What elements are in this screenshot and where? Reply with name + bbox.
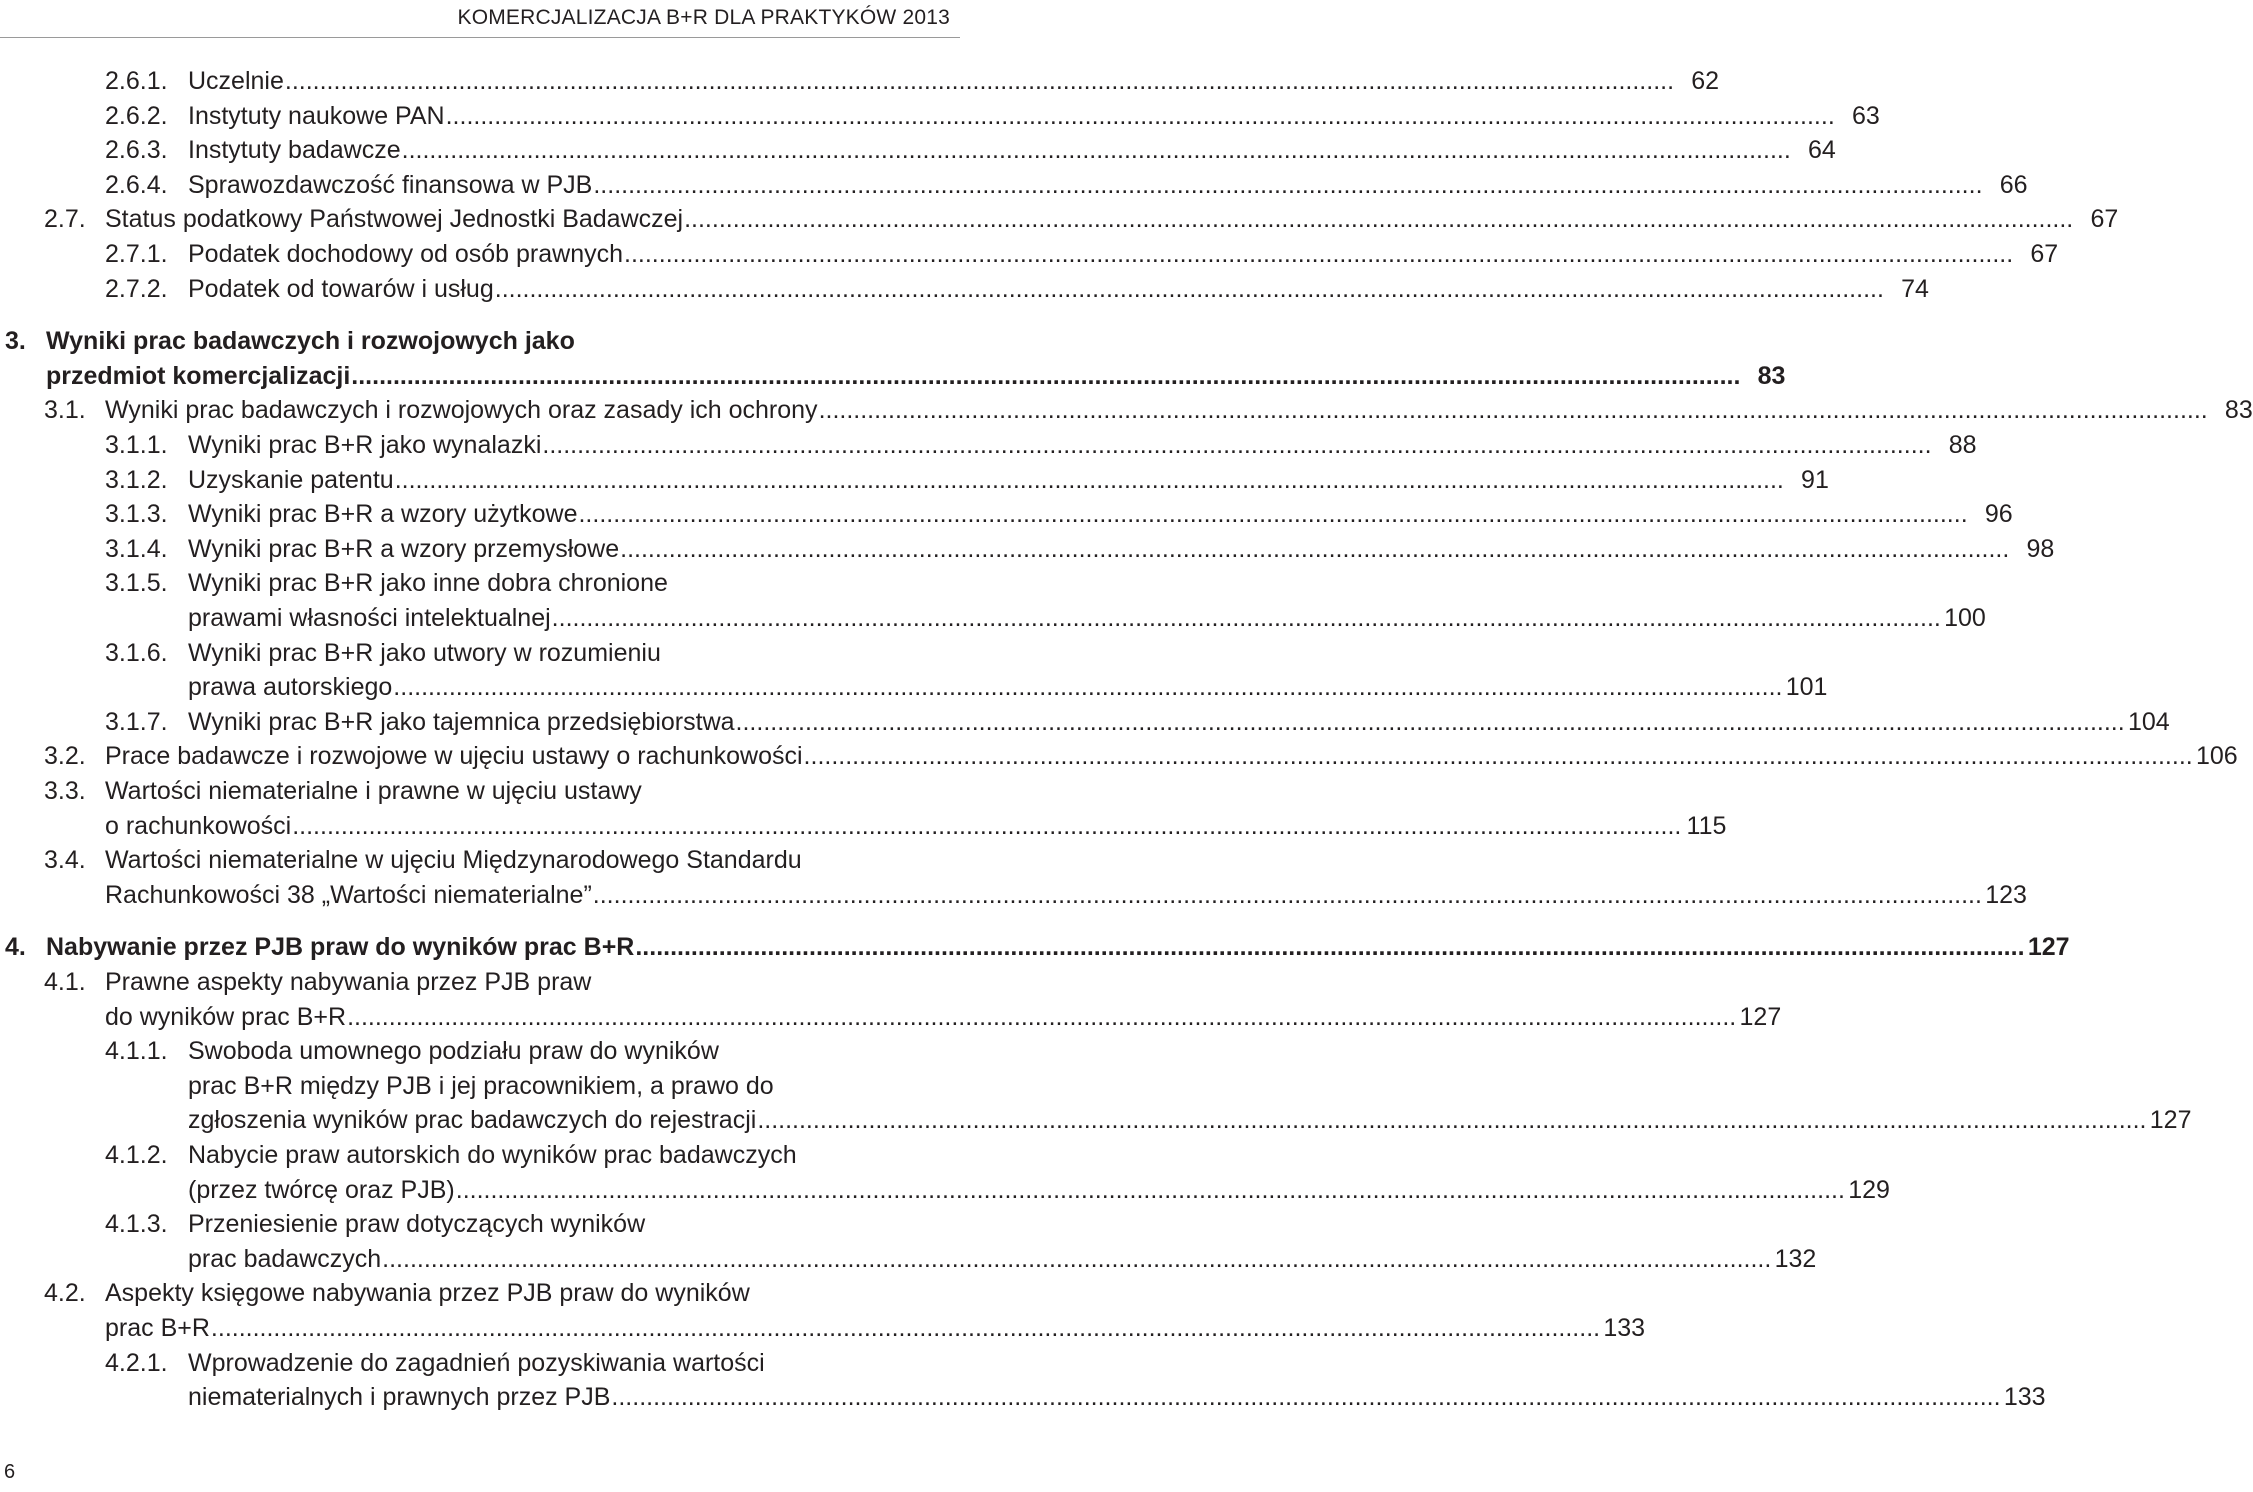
toc-entry-number: 4.1.1. [105,1037,168,1066]
toc-entry-title: Wyniki prac badawczych i rozwojowych oraz zasady ich ochrony [105,396,818,425]
toc-entry-title-row [105,878,2027,912]
toc-entry-number: 2.6.1. [105,67,168,95]
toc-entry-line [0,168,2028,202]
toc-entry-title: Rachunkowości 38 „Wartości niematerialne” [105,880,592,909]
toc-entry-title: prawa autorskiego [188,673,393,702]
toc-entry-page: 127 [1739,1002,1782,1031]
toc-entry-title: Wyniki prac B+R a wzory przemysłowe [188,534,620,563]
toc-entry-title: Wyniki prac B+R a wzory użytkowe [188,500,578,529]
toc-entry-line [0,1207,960,1241]
toc-entry-line [0,930,2070,964]
leader-dots: ........................................................................................................................................................................................................ [445,101,1835,130]
toc-entry-title: Wyniki prac badawczych i rozwojowych jako [46,327,575,356]
toc-entry-number: 2.7. [44,205,86,234]
toc-entry-line [0,237,2059,271]
toc-entry-title-row [188,497,2013,531]
toc-entry-number: 3.1.3. [105,500,168,529]
leader-dots: ........................................................................................................................................................................................................ [592,880,1982,909]
leader-dots: ........................................................................................................................................................................................................ [382,1244,1772,1273]
toc-entry-line [0,1103,2192,1137]
toc-entry-title: Wyniki prac B+R jako inne dobra chronione [188,569,668,598]
page-number: 6 [4,1461,16,1483]
toc-entry-title-row [188,272,1929,306]
toc-entry-page: 67 [2030,240,2059,268]
toc-entry-title: Wyniki prac B+R jako tajemnica przedsiębiorstwa [188,707,735,736]
toc-entry-title: Aspekty księgowe nabywania przez PJB praw do wyników [105,1279,750,1308]
toc-entry-line [0,809,1727,843]
toc-entry-title: Przeniesienie praw dotyczących wyników [188,1210,646,1239]
leader-dots: ........................................................................................................................................................................................................ [803,742,2193,771]
toc-entry-title-row [188,1103,2192,1137]
toc-entry-page: 123 [1985,880,2027,909]
toc-entry-page: 115 [1686,811,1727,840]
toc-entry-title: Wartości niematerialne i prawne w ujęciu ustawy [105,777,642,805]
toc-entry-title-row [105,393,2253,427]
leader-dots: ........................................................................................................................................................................................................ [394,465,1784,494]
leader-dots: ........................................................................................................................................................................................................ [551,604,1941,632]
toc-entry-number: 3.2. [44,742,86,771]
toc-entry-title: Wartości niematerialne w ujęciu Międzynarodowego Standardu [105,846,802,875]
toc-entry-title: Wprowadzenie do zagadnień pozyskiwania wartości [188,1348,765,1377]
toc-entry-title-row [188,1380,2046,1414]
toc-entry-page: 91 [1801,465,1829,494]
toc-entry-page: 129 [1848,1175,1890,1204]
toc-entry-page: 62 [1691,67,1720,95]
toc-entry-number: 2.6.2. [105,101,168,130]
toc-entry-title: Uczelnie [188,67,284,95]
toc-entry-number: 3.1.6. [105,638,168,667]
toc-entry-line [0,1138,960,1172]
toc-entry-title: Nabywanie przez PJB praw do wyników prac B+R [46,933,635,962]
toc-entry-line [0,1173,1890,1207]
toc-entry-title: Podatek dochodowy od osób prawnych [188,240,624,268]
header-divider [0,37,960,38]
leader-dots: ........................................................................................................................................................................................................ [684,205,2074,234]
toc-entry-title-row [188,168,2028,202]
toc-entry-page: 74 [1901,274,1929,303]
toc-entry-line [0,1380,2046,1414]
toc-entry-title-row [105,1311,1646,1345]
toc-entry-title-row [188,463,1829,497]
leader-dots: ........................................................................................................................................................................................................ [393,673,1783,702]
leader-dots: ........................................................................................................................................................................................................ [611,1383,2001,1412]
toc-entry-page: 100 [1944,604,1986,632]
leader-dots: ........................................................................................................................................................................................................ [735,707,2125,736]
toc-entry-page: 98 [2026,534,2055,563]
toc-entry-line [0,965,960,999]
toc-entry-page: 96 [1984,500,2013,529]
toc-entry-title: Prace badawcze i rozwojowe w ujęciu ustawy o rachunkowości [105,742,803,771]
toc-entry-title-row [188,1173,1890,1207]
leader-dots: ........................................................................................................................................................................................................ [635,933,2025,962]
toc-entry-line [0,99,1880,133]
leader-dots: ........................................................................................................................................................................................................ [624,240,2014,268]
toc-entry-title: Prawne aspekty nabywania przez PJB praw [105,968,592,996]
toc-entry-line [0,636,960,670]
toc-entry-page: 101 [1785,673,1828,702]
toc-entry-page: 106 [2196,742,2238,771]
toc-entry-title: niematerialnych i prawnych przez PJB [188,1383,611,1412]
toc-entry-page: 127 [2149,1106,2192,1135]
toc-entry-page: 133 [1603,1314,1646,1342]
toc-entry-number: 3.1.1. [105,431,168,459]
toc-entry-page: 64 [1807,136,1836,165]
leader-dots: ........................................................................................................................................................................................................ [620,534,2010,563]
toc-entry-line [0,705,2170,739]
toc-entry-line [0,601,1986,635]
toc-entry-number: 3.3. [44,777,86,805]
toc-entry-title-row [188,532,2055,566]
toc-entry-title: Instytuty badawcze [188,136,401,165]
toc-entry-title-row [105,739,2238,773]
leader-dots: ........................................................................................................................................................................................................ [455,1175,1845,1204]
toc-entry-number: 3.1.5. [105,569,168,598]
toc-entry-title: prawami własności intelektualnej [188,604,551,632]
toc-entry-number: 2.6.4. [105,170,168,199]
toc-entry-number: 2.7.2. [105,274,168,303]
toc-entry-page: 133 [2003,1383,2046,1412]
toc-entry-number: 3.1. [44,396,86,425]
toc-entry-title: Wyniki prac B+R jako wynalazki [188,431,542,459]
toc-entry-title: Status podatkowy Państwowej Jednostki Badawczej [105,205,684,234]
leader-dots: ........................................................................................................................................................................................................ [593,170,1983,199]
toc-entry-line [0,133,1836,167]
toc-entry-page: 127 [2027,933,2070,962]
toc-entry-title: zgłoszenia wyników prac badawczych do rejestracji [188,1106,757,1135]
toc-entry-title: (przez twórcę oraz PJB) [188,1175,455,1204]
toc-entry-number: 2.6.3. [105,136,168,165]
toc-entry-line [0,393,2253,427]
toc-entry-line [0,428,1977,462]
toc-entry-page: 132 [1774,1244,1817,1273]
leader-dots: ........................................................................................................................................................................................................ [210,1314,1601,1342]
toc-entry-line [0,843,960,877]
toc-entry-number: 4.1.3. [105,1210,168,1239]
toc-entry-page: 88 [1948,431,1977,459]
toc-entry-number: 4.2. [44,1279,86,1308]
toc-entry-number: 2.7.1. [105,240,168,268]
toc-entry-title: Sprawozdawczość finansowa w PJB [188,170,593,199]
toc-entry-title: Nabycie praw autorskich do wyników prac badawczych [188,1141,797,1169]
toc-entry-title: Wyniki prac B+R jako utwory w rozumieniu [188,638,661,667]
toc-entry-title: przedmiot komercjalizacji [46,361,351,390]
toc-entry-page: 67 [2090,205,2119,234]
running-header: KOMERCJALIZACJA B+R DLA PRAKTYKÓW 2013 [457,6,950,29]
toc-entry-line [0,532,2055,566]
toc-entry-line [0,324,960,358]
toc-entry-title-row [188,601,1986,635]
toc-entry-line [0,670,1828,704]
leader-dots: ........................................................................................................................................................................................................ [578,500,1968,529]
toc-entry-title: Uzyskanie patentu [188,465,394,494]
toc-entry-number: 3.1.7. [105,707,168,736]
leader-dots: ........................................................................................................................................................................................................ [292,811,1682,840]
toc-entry-title-row [188,99,1880,133]
toc-entry-line [0,64,1720,98]
toc-entry-number: 4. [5,933,26,962]
toc-entry-line [0,774,960,808]
toc-entry-number: 3.1.2. [105,465,168,494]
toc-entry-line [0,878,2027,912]
toc-entry-line [0,566,960,600]
toc-entry-title-row [105,1000,1782,1034]
toc-entry-line [0,359,1786,393]
toc-entry-title: Swoboda umownego podziału praw do wyników [188,1037,719,1066]
toc-entry-number: 4.1.2. [105,1141,168,1169]
toc-entry-line [0,1000,1782,1034]
toc-entry-title-row [46,930,2070,964]
toc-entry-title-row [188,64,1720,98]
toc-entry-title: prac B+R między PJB i jej pracownikiem, a prawo do [188,1071,774,1100]
toc-entry-number: 4.2.1. [105,1348,168,1377]
toc-entry-title-row [188,428,1977,462]
toc-entry-line [0,272,1929,306]
toc-entry-line [0,463,1829,497]
toc-entry-title-row [188,237,2059,271]
toc-entry-line [0,1346,960,1380]
toc-entry-title-row [105,202,2119,236]
toc-entry-title: prac badawczych [188,1244,382,1273]
toc-entry-line [0,497,2013,531]
leader-dots: ........................................................................................................................................................................................................ [351,361,1741,390]
leader-dots: ........................................................................................................................................................................................................ [542,431,1932,459]
toc-entry-title-row [188,133,1836,167]
toc-entry-title: prac B+R [105,1314,210,1342]
toc-entry-page: 63 [1851,101,1880,130]
toc-entry-line [0,1311,1646,1345]
toc-entry-line [0,1276,960,1310]
toc-entry-number: 3.1.4. [105,534,168,563]
toc-entry-line [0,1242,1817,1276]
leader-dots: ........................................................................................................................................................................................................ [347,1002,1737,1031]
toc-entry-title: do wyników prac B+R [105,1002,347,1031]
toc-entry-line [0,739,2238,773]
toc-entry-page: 83 [2224,396,2253,425]
leader-dots: ........................................................................................................................................................................................................ [284,67,1675,95]
toc-entry-page: 83 [1757,361,1786,390]
leader-dots: ........................................................................................................................................................................................................ [757,1106,2147,1135]
toc-entry-line [0,202,2119,236]
toc-entry-title-row [188,670,1828,704]
toc-entry-title-row [46,359,1786,393]
toc-entry-page: 66 [1999,170,2028,199]
toc-entry-number: 3. [5,327,26,356]
toc-entry-title-row [188,1242,1817,1276]
leader-dots: ........................................................................................................................................................................................................ [401,136,1791,165]
leader-dots: ........................................................................................................................................................................................................ [818,396,2208,425]
toc-entry-title: Instytuty naukowe PAN [188,101,445,130]
toc-entry-line [0,1069,960,1103]
toc-entry-title: Podatek od towarów i usług [188,274,494,303]
toc-entry-line [0,1034,960,1068]
toc-entry-number: 3.4. [44,846,86,875]
toc-entry-title-row [188,705,2170,739]
toc-entry-page: 104 [2127,707,2170,736]
leader-dots: ........................................................................................................................................................................................................ [494,274,1884,303]
toc-entry-title-row [105,809,1727,843]
toc-entry-title: o rachunkowości [105,811,292,840]
toc-entry-number: 4.1. [44,968,86,996]
